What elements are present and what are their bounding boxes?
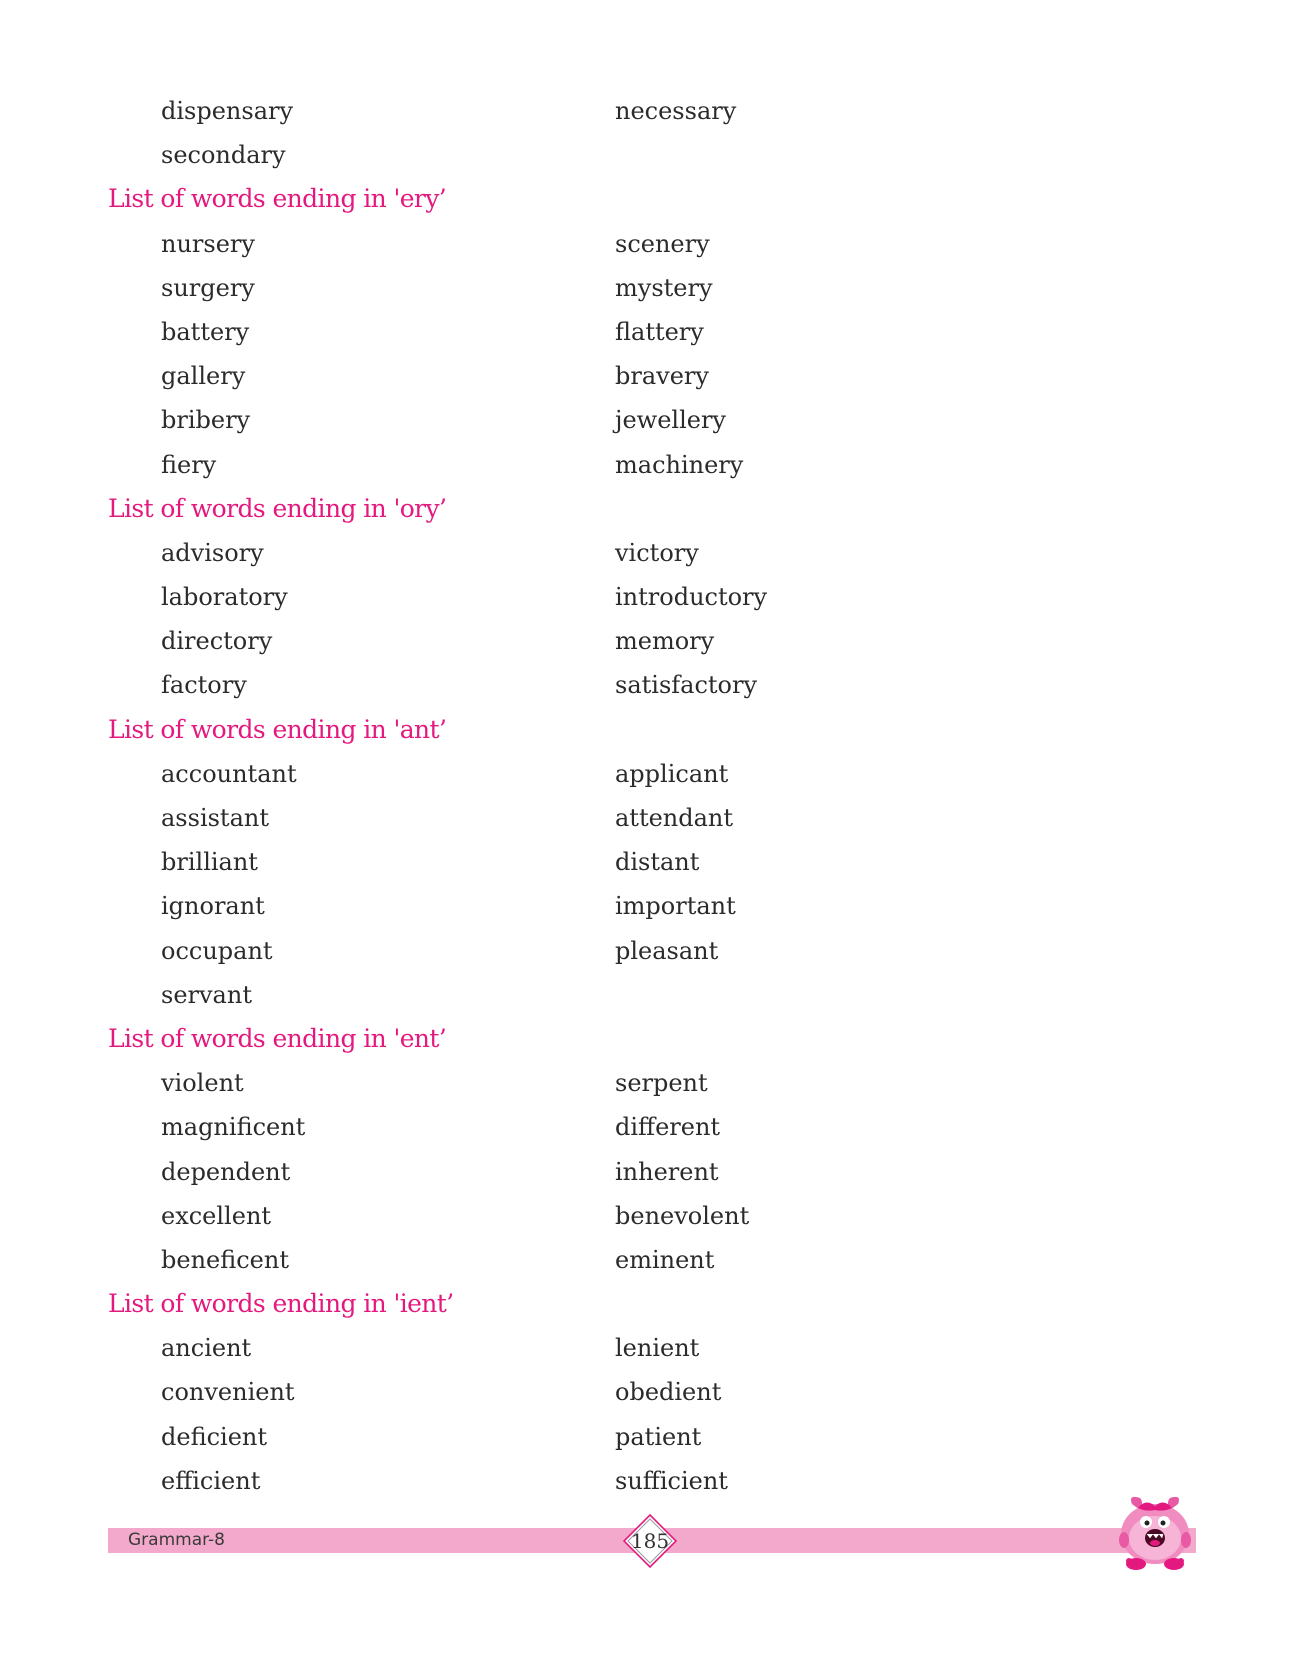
word-right: memory xyxy=(615,627,715,656)
word-row xyxy=(0,398,1296,442)
word-right: distant xyxy=(615,848,700,877)
word-row xyxy=(0,1061,1296,1105)
word-right: scenery xyxy=(615,229,710,258)
word-row xyxy=(0,973,1296,1017)
footer-book-title: Grammar-8 xyxy=(128,1530,225,1550)
word-right: patient xyxy=(615,1422,702,1451)
word-right: flattery xyxy=(615,317,704,346)
section-heading-row xyxy=(0,708,1296,752)
word-row xyxy=(0,884,1296,928)
section-heading-row xyxy=(0,1282,1296,1326)
word-row xyxy=(0,1238,1296,1282)
word-right: pleasant xyxy=(615,936,719,965)
word-row xyxy=(0,1150,1296,1194)
word-left: convenient xyxy=(161,1378,295,1407)
word-right: machinery xyxy=(615,450,744,479)
section-heading: List of words ending in 'ory’ xyxy=(108,493,447,523)
word-right: applicant xyxy=(615,759,729,788)
word-left: fiery xyxy=(161,450,217,479)
word-right: attendant xyxy=(615,804,734,832)
word-left: battery xyxy=(161,317,250,346)
word-left: ignorant xyxy=(161,892,265,921)
word-left: factory xyxy=(161,671,247,700)
word-left: laboratory xyxy=(161,583,288,612)
word-right: mystery xyxy=(615,273,713,302)
word-left: efficient xyxy=(161,1466,261,1495)
word-left: brilliant xyxy=(161,848,258,877)
word-left: accountant xyxy=(161,759,297,788)
word-right: important xyxy=(615,892,736,921)
page-number: 185 xyxy=(630,1529,670,1553)
word-row xyxy=(0,1326,1296,1370)
word-row xyxy=(0,310,1296,354)
word-left: secondary xyxy=(161,141,286,170)
word-left: dependent xyxy=(161,1157,291,1186)
word-left: beneficent xyxy=(161,1245,289,1274)
word-row xyxy=(0,1105,1296,1149)
word-right: eminent xyxy=(615,1245,715,1274)
word-left: excellent xyxy=(161,1201,272,1230)
word-row xyxy=(0,619,1296,663)
word-list xyxy=(0,89,1296,1503)
word-row xyxy=(0,840,1296,884)
word-left: ancient xyxy=(161,1334,252,1363)
word-row xyxy=(0,89,1296,133)
word-row xyxy=(0,1459,1296,1503)
word-left: bribery xyxy=(161,406,251,435)
word-row xyxy=(0,663,1296,707)
word-left: magnificent xyxy=(161,1113,306,1142)
section-heading: List of words ending in 'ant’ xyxy=(108,714,447,744)
word-right: satisfactory xyxy=(615,671,758,700)
section-heading-row xyxy=(0,487,1296,531)
section-heading: List of words ending in 'ery’ xyxy=(108,184,447,214)
word-left: gallery xyxy=(161,362,246,391)
word-left: directory xyxy=(161,627,273,656)
word-right: inherent xyxy=(615,1157,719,1186)
word-right: serpent xyxy=(615,1069,708,1098)
word-row xyxy=(0,222,1296,266)
word-row xyxy=(0,575,1296,619)
word-right: sufficient xyxy=(615,1466,728,1495)
word-row xyxy=(0,752,1296,796)
word-left: nursery xyxy=(161,229,255,258)
word-right: jewellery xyxy=(615,406,726,435)
word-right: obedient xyxy=(615,1378,722,1407)
word-row xyxy=(0,1415,1296,1459)
word-row xyxy=(0,531,1296,575)
section-heading-row xyxy=(0,1017,1296,1061)
word-left: violent xyxy=(161,1069,244,1098)
word-row xyxy=(0,1194,1296,1238)
section-heading: List of words ending in 'ient’ xyxy=(108,1289,454,1319)
word-right: benevolent xyxy=(615,1201,750,1230)
word-left: occupant xyxy=(161,936,273,965)
word-row xyxy=(0,133,1296,177)
word-row xyxy=(0,354,1296,398)
word-row xyxy=(0,1370,1296,1414)
word-right: bravery xyxy=(615,362,709,391)
word-row xyxy=(0,266,1296,310)
word-left: assistant xyxy=(161,804,269,832)
word-right: introductory xyxy=(615,583,768,612)
word-left: deficient xyxy=(161,1422,267,1451)
pink-monster-mascot-icon xyxy=(1110,1494,1200,1572)
word-left: dispensary xyxy=(161,97,294,125)
word-right: different xyxy=(615,1113,721,1142)
section-heading-row xyxy=(0,177,1296,221)
word-right: lenient xyxy=(615,1334,700,1363)
word-left: servant xyxy=(161,980,252,1009)
section-heading: List of words ending in 'ent’ xyxy=(108,1023,447,1053)
page-number-badge xyxy=(622,1513,678,1569)
word-left: advisory xyxy=(161,538,264,567)
word-right: necessary xyxy=(615,97,737,125)
word-left: surgery xyxy=(161,273,255,302)
word-row xyxy=(0,443,1296,487)
word-row xyxy=(0,929,1296,973)
word-right: victory xyxy=(615,538,699,567)
word-row xyxy=(0,796,1296,840)
